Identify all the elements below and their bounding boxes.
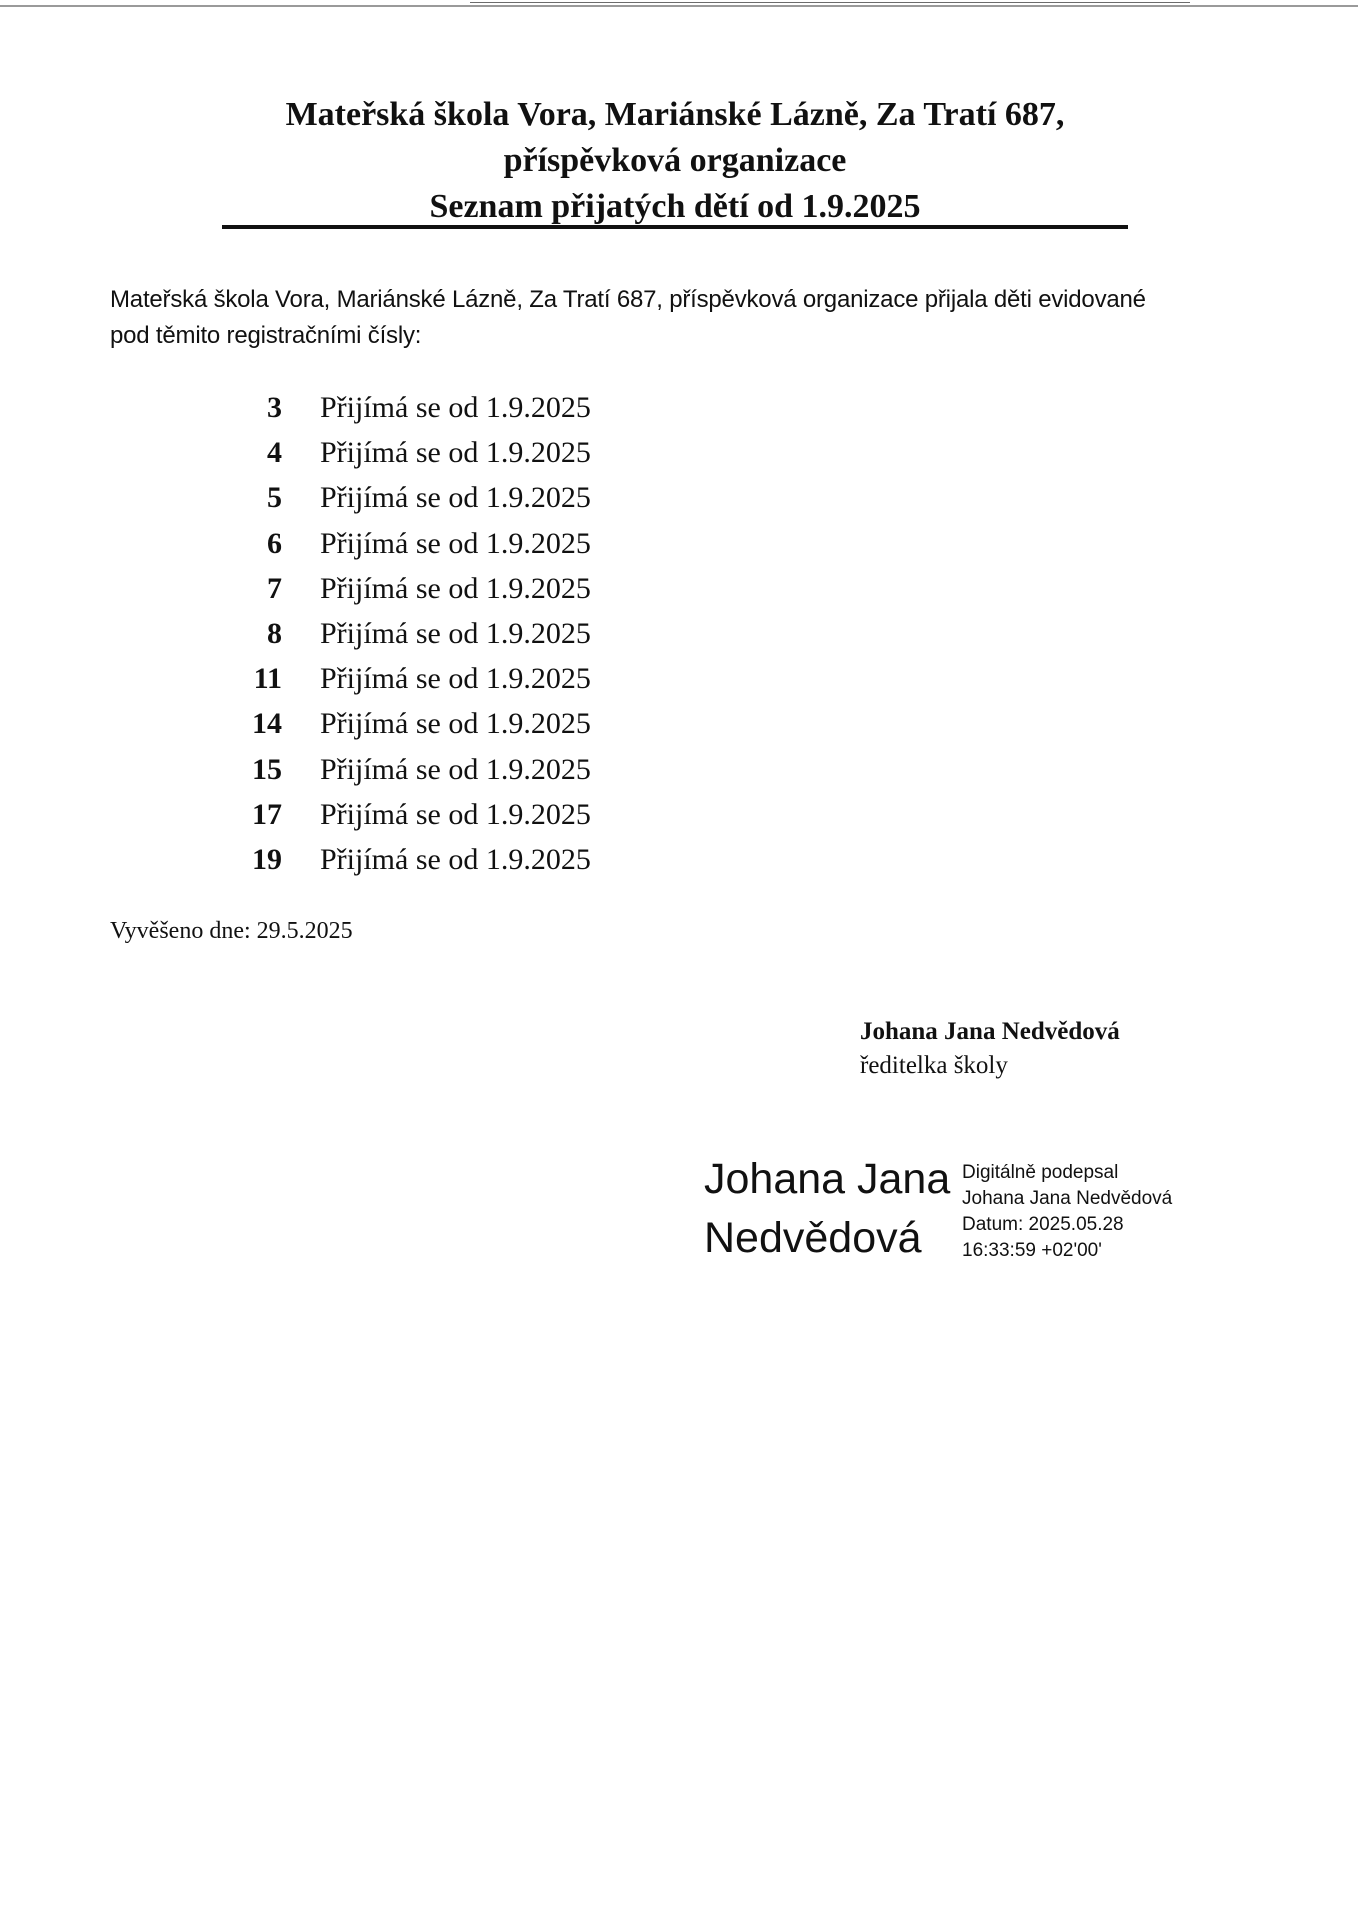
intro-line-1: Mateřská škola Vora, Mariánské Lázně, Za Tratí 687, příspěvková organizace přijala děti evidované [110, 286, 1146, 313]
acceptance-status: Přijímá se od 1.9.2025 [320, 571, 591, 605]
registration-number: 11 [253, 662, 282, 696]
list-item [230, 430, 750, 475]
acceptance-status: Přijímá se od 1.9.2025 [320, 842, 591, 876]
list-item [230, 747, 750, 792]
registration-number: 4 [267, 436, 282, 470]
list-item [230, 611, 750, 656]
registration-number: 7 [267, 571, 282, 605]
list-item [230, 521, 750, 566]
digital-signature-time: 16:33:59 +02'00' [962, 1240, 1102, 1261]
document-title: Seznam přijatých dětí od 1.9.2025 [429, 188, 921, 225]
digital-signature-name [704, 1150, 950, 1268]
list-item [230, 701, 750, 746]
acceptance-status: Přijímá se od 1.9.2025 [320, 616, 591, 650]
scan-edge-line [0, 5, 1358, 7]
list-item [230, 385, 750, 430]
posted-date: Vyvěšeno dne: 29.5.2025 [110, 918, 353, 944]
digital-signature-signed-name: Johana Jana Nedvědová [962, 1188, 1173, 1209]
registration-number: 19 [252, 842, 282, 876]
digital-signature-name-line-2: Nedvědová [704, 1214, 922, 1262]
signer-block [860, 1015, 1120, 1083]
acceptance-status: Přijímá se od 1.9.2025 [320, 436, 591, 470]
header-underline [222, 225, 1128, 229]
acceptance-status: Přijímá se od 1.9.2025 [320, 752, 591, 786]
acceptance-status: Přijímá se od 1.9.2025 [320, 797, 591, 831]
list-item [230, 792, 750, 837]
digital-signature-label: Digitálně podepsal [962, 1162, 1119, 1183]
digital-signature [704, 1150, 1224, 1280]
digital-signature-date: Datum: 2025.05.28 [962, 1214, 1124, 1235]
list-item [230, 656, 750, 701]
digital-signature-details [962, 1160, 1172, 1264]
intro-line-2: pod těmito registračními čísly: [110, 322, 422, 349]
acceptance-status: Přijímá se od 1.9.2025 [320, 481, 591, 515]
header-school-name: Mateřská škola Vora, Mariánské Lázně, Za Tratí 687, [285, 96, 1065, 133]
registration-number: 15 [252, 752, 282, 786]
registration-number: 14 [252, 707, 282, 741]
list-item [230, 566, 750, 611]
scan-edge-line-secondary [470, 2, 1190, 3]
acceptance-status: Přijímá se od 1.9.2025 [320, 526, 591, 560]
acceptance-status: Přijímá se od 1.9.2025 [320, 391, 591, 424]
digital-signature-name-line-1: Johana Jana [704, 1155, 951, 1203]
signer-name: Johana Jana Nedvědová [860, 1018, 1120, 1045]
registration-number: 8 [267, 616, 282, 650]
accepted-children-list [230, 385, 750, 882]
acceptance-status: Přijímá se od 1.9.2025 [320, 707, 591, 741]
signer-role: ředitelka školy [860, 1052, 1008, 1079]
document-header [222, 92, 1128, 230]
acceptance-status: Přijímá se od 1.9.2025 [320, 662, 591, 696]
list-item [230, 837, 750, 882]
intro-paragraph [110, 282, 1250, 354]
registration-number: 17 [252, 797, 282, 831]
registration-number: 6 [267, 526, 282, 560]
list-item [230, 475, 750, 520]
header-organization-type: příspěvková organizace [503, 142, 847, 179]
registration-number: 5 [267, 481, 282, 515]
registration-number: 3 [267, 391, 282, 424]
